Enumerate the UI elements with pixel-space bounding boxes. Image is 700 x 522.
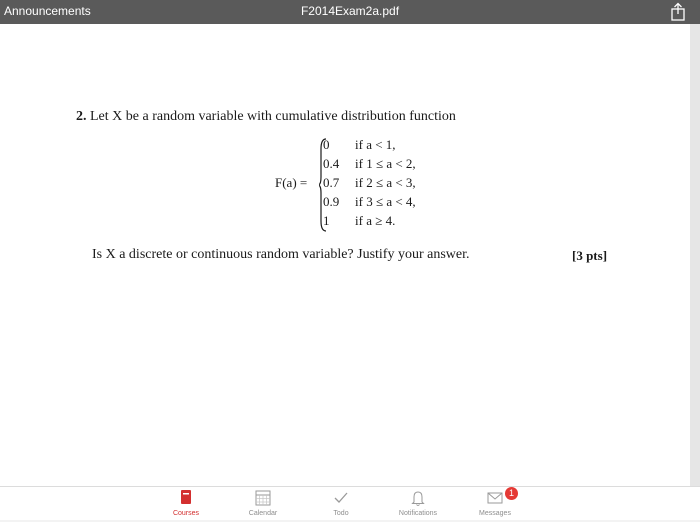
case-value: 0.4 xyxy=(323,156,340,171)
bottom-tab-bar xyxy=(0,486,700,522)
tab-label: Messages xyxy=(479,510,511,517)
tab-messages[interactable] xyxy=(450,487,540,522)
back-announcements-link[interactable]: Announcements xyxy=(4,4,91,18)
envelope-icon xyxy=(483,489,507,507)
checkmark-icon xyxy=(329,489,353,507)
scrollbar-track[interactable] xyxy=(690,24,700,492)
question-prompt: Is X a discrete or continuous random variable? Justify your answer. xyxy=(92,247,470,262)
question-intro-text: Let X be a random variable with cumulative distribution function xyxy=(90,109,456,124)
case-condition: if 2 ≤ a < 3, xyxy=(355,175,416,190)
tab-label: Todo xyxy=(333,510,349,517)
case-condition: if 3 ≤ a < 4, xyxy=(355,194,416,209)
tab-label: Courses xyxy=(172,510,200,517)
function-lhs: F(a) = xyxy=(275,175,308,190)
top-navigation-bar xyxy=(0,0,700,24)
share-button[interactable] xyxy=(668,2,688,22)
calendar-icon xyxy=(251,489,275,507)
pdf-page xyxy=(0,24,690,492)
question-number: 2. xyxy=(76,109,87,124)
messages-unread-badge: 1 xyxy=(505,487,518,500)
case-value: 0.9 xyxy=(323,194,340,209)
bell-icon xyxy=(406,489,430,507)
question-intro xyxy=(76,109,456,125)
case-condition: if a < 1, xyxy=(355,137,396,152)
share-icon xyxy=(668,2,688,22)
case-value: 1 xyxy=(323,213,330,228)
tab-label: Notifications xyxy=(398,510,438,517)
document-title: F2014Exam2a.pdf xyxy=(300,4,400,18)
cdf-formula xyxy=(275,137,475,233)
case-condition: if a ≥ 4. xyxy=(355,213,396,228)
book-icon xyxy=(174,489,198,507)
tab-calendar[interactable] xyxy=(218,487,308,522)
case-value: 0 xyxy=(323,137,330,152)
case-condition: if 1 ≤ a < 2, xyxy=(355,156,416,171)
case-value: 0.7 xyxy=(323,175,340,190)
tab-label: Calendar xyxy=(248,510,278,517)
question-points: [3 pts] xyxy=(572,248,608,263)
